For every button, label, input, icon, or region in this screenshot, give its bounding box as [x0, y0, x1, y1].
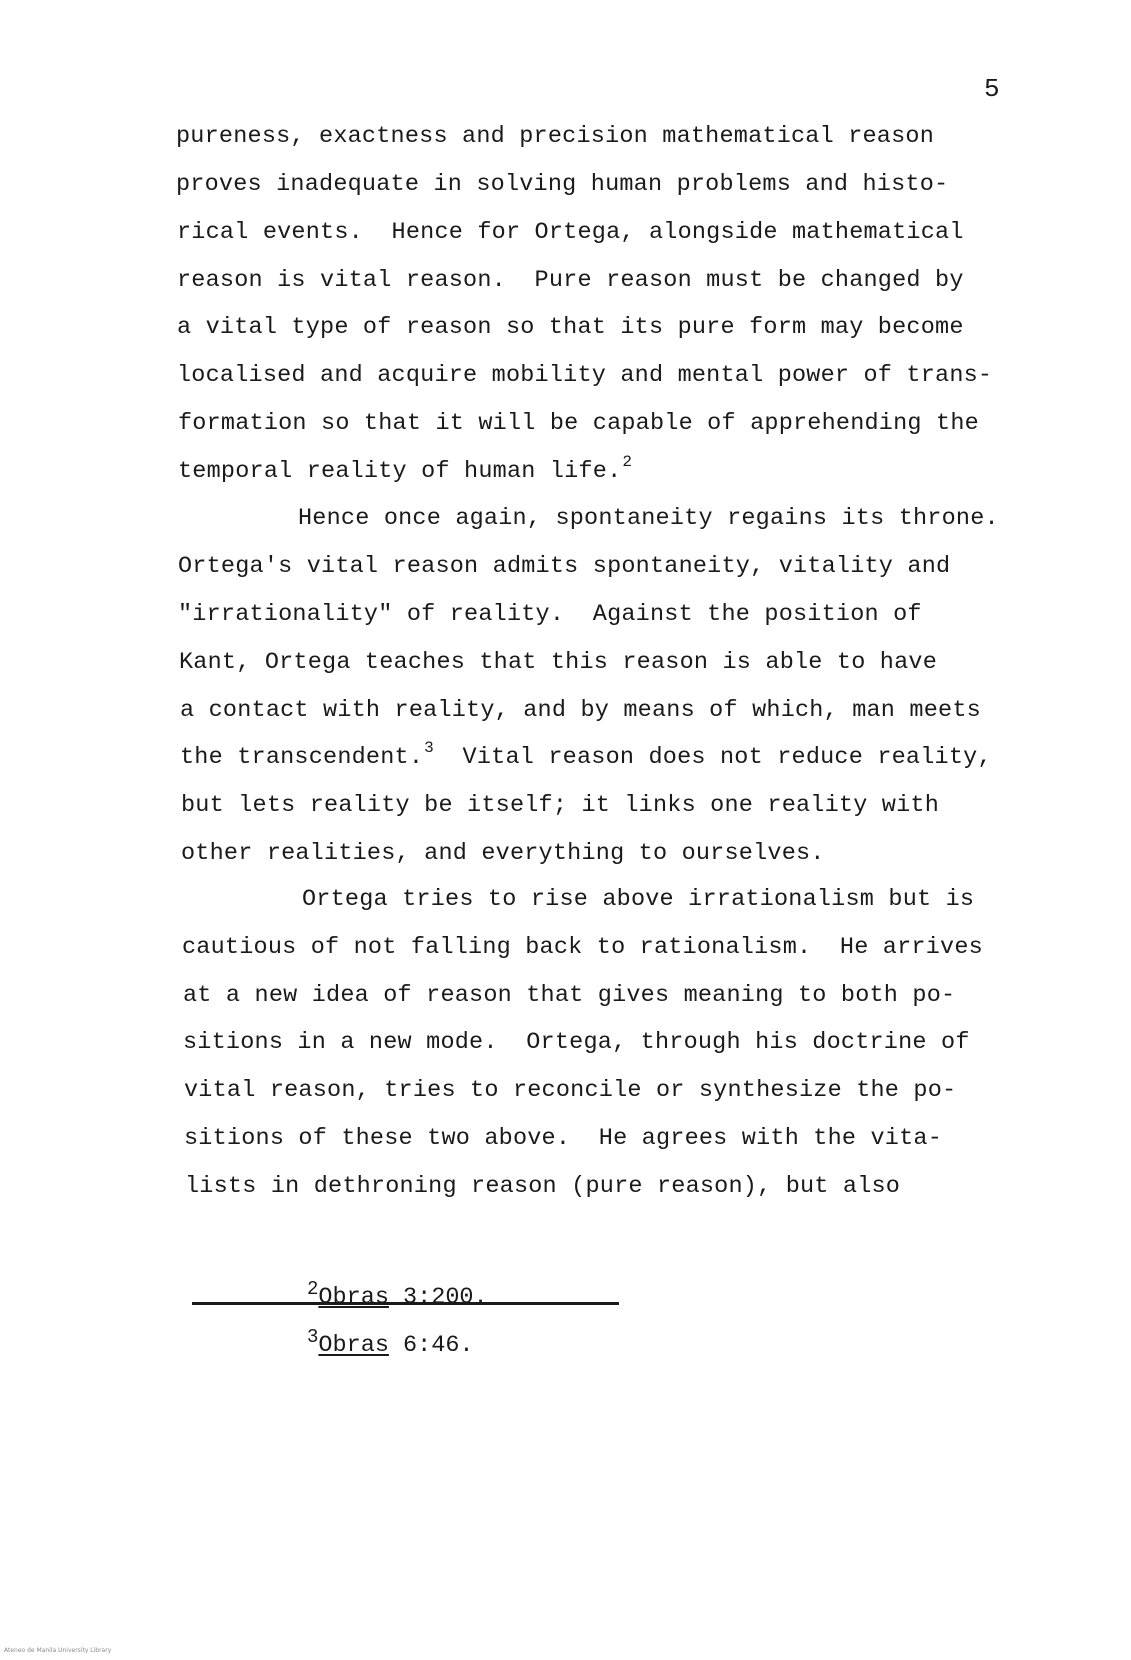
body-line: Ortega's vital reason admits spontaneity, vitality and: [178, 553, 951, 580]
footnote-3: [307, 1326, 474, 1361]
footnote-mark: 2: [307, 1278, 319, 1300]
body-line: [180, 739, 992, 774]
body-line: but lets reality be itself; it links one reality with: [181, 792, 940, 819]
scan-imprint: Ateneo de Manila University Library: [4, 1647, 112, 1654]
body-line: [178, 453, 633, 488]
footnote-2: [307, 1278, 488, 1313]
paragraph-2-first-line: Hence once again, spontaneity regains its throne.: [298, 505, 999, 532]
body-line-text: the transcendent.: [180, 744, 424, 771]
footnote-reference: 3:200.: [388, 1284, 488, 1311]
paragraph-3-first-line: Ortega tries to rise above irrationalism but is: [302, 886, 975, 913]
body-line: formation so that it will be capable of apprehending the: [178, 410, 979, 437]
footnote-source: Obras: [318, 1332, 389, 1359]
footnote-source: Obras: [318, 1284, 389, 1311]
footnote-reference: 6:46.: [388, 1332, 474, 1359]
body-line: reason is vital reason. Pure reason must be changed by: [177, 267, 964, 294]
body-line: vital reason, tries to reconcile or synthesize the po-: [184, 1077, 957, 1104]
body-line: proves inadequate in solving human problems and histo-: [176, 171, 949, 198]
body-line: a vital type of reason so that its pure form may become: [177, 314, 964, 341]
footnote-ref-3: 3: [424, 739, 434, 757]
body-line-text: temporal reality of human life.: [178, 458, 622, 485]
body-line: a contact with reality, and by means of which, man meets: [180, 697, 981, 724]
body-line: Kant, Ortega teaches that this reason is able to have: [179, 649, 938, 676]
footnote-mark: 3: [307, 1326, 319, 1348]
footnote-ref-2: 2: [622, 453, 633, 471]
body-line: localised and acquire mobility and mental power of trans-: [177, 362, 993, 389]
body-line: lists in dethroning reason (pure reason), but also: [185, 1173, 901, 1200]
body-line: sitions of these two above. He agrees with the vita-: [184, 1125, 943, 1152]
body-line: pureness, exactness and precision mathematical reason: [176, 123, 935, 150]
body-line: other realities, and everything to ourselves.: [181, 840, 825, 867]
body-line: rical events. Hence for Ortega, alongside mathematical: [177, 219, 964, 246]
page-number: 5: [984, 74, 1000, 104]
body-line: sitions in a new mode. Ortega, through his doctrine of: [183, 1029, 970, 1056]
body-line: "irrationality" of reality. Against the position of: [178, 601, 922, 628]
body-line-tail: Vital reason does not reduce reality,: [433, 744, 992, 771]
body-line: cautious of not falling back to rationalism. He arrives: [182, 934, 983, 961]
body-line: at a new idea of reason that gives meaning to both po-: [183, 982, 956, 1009]
